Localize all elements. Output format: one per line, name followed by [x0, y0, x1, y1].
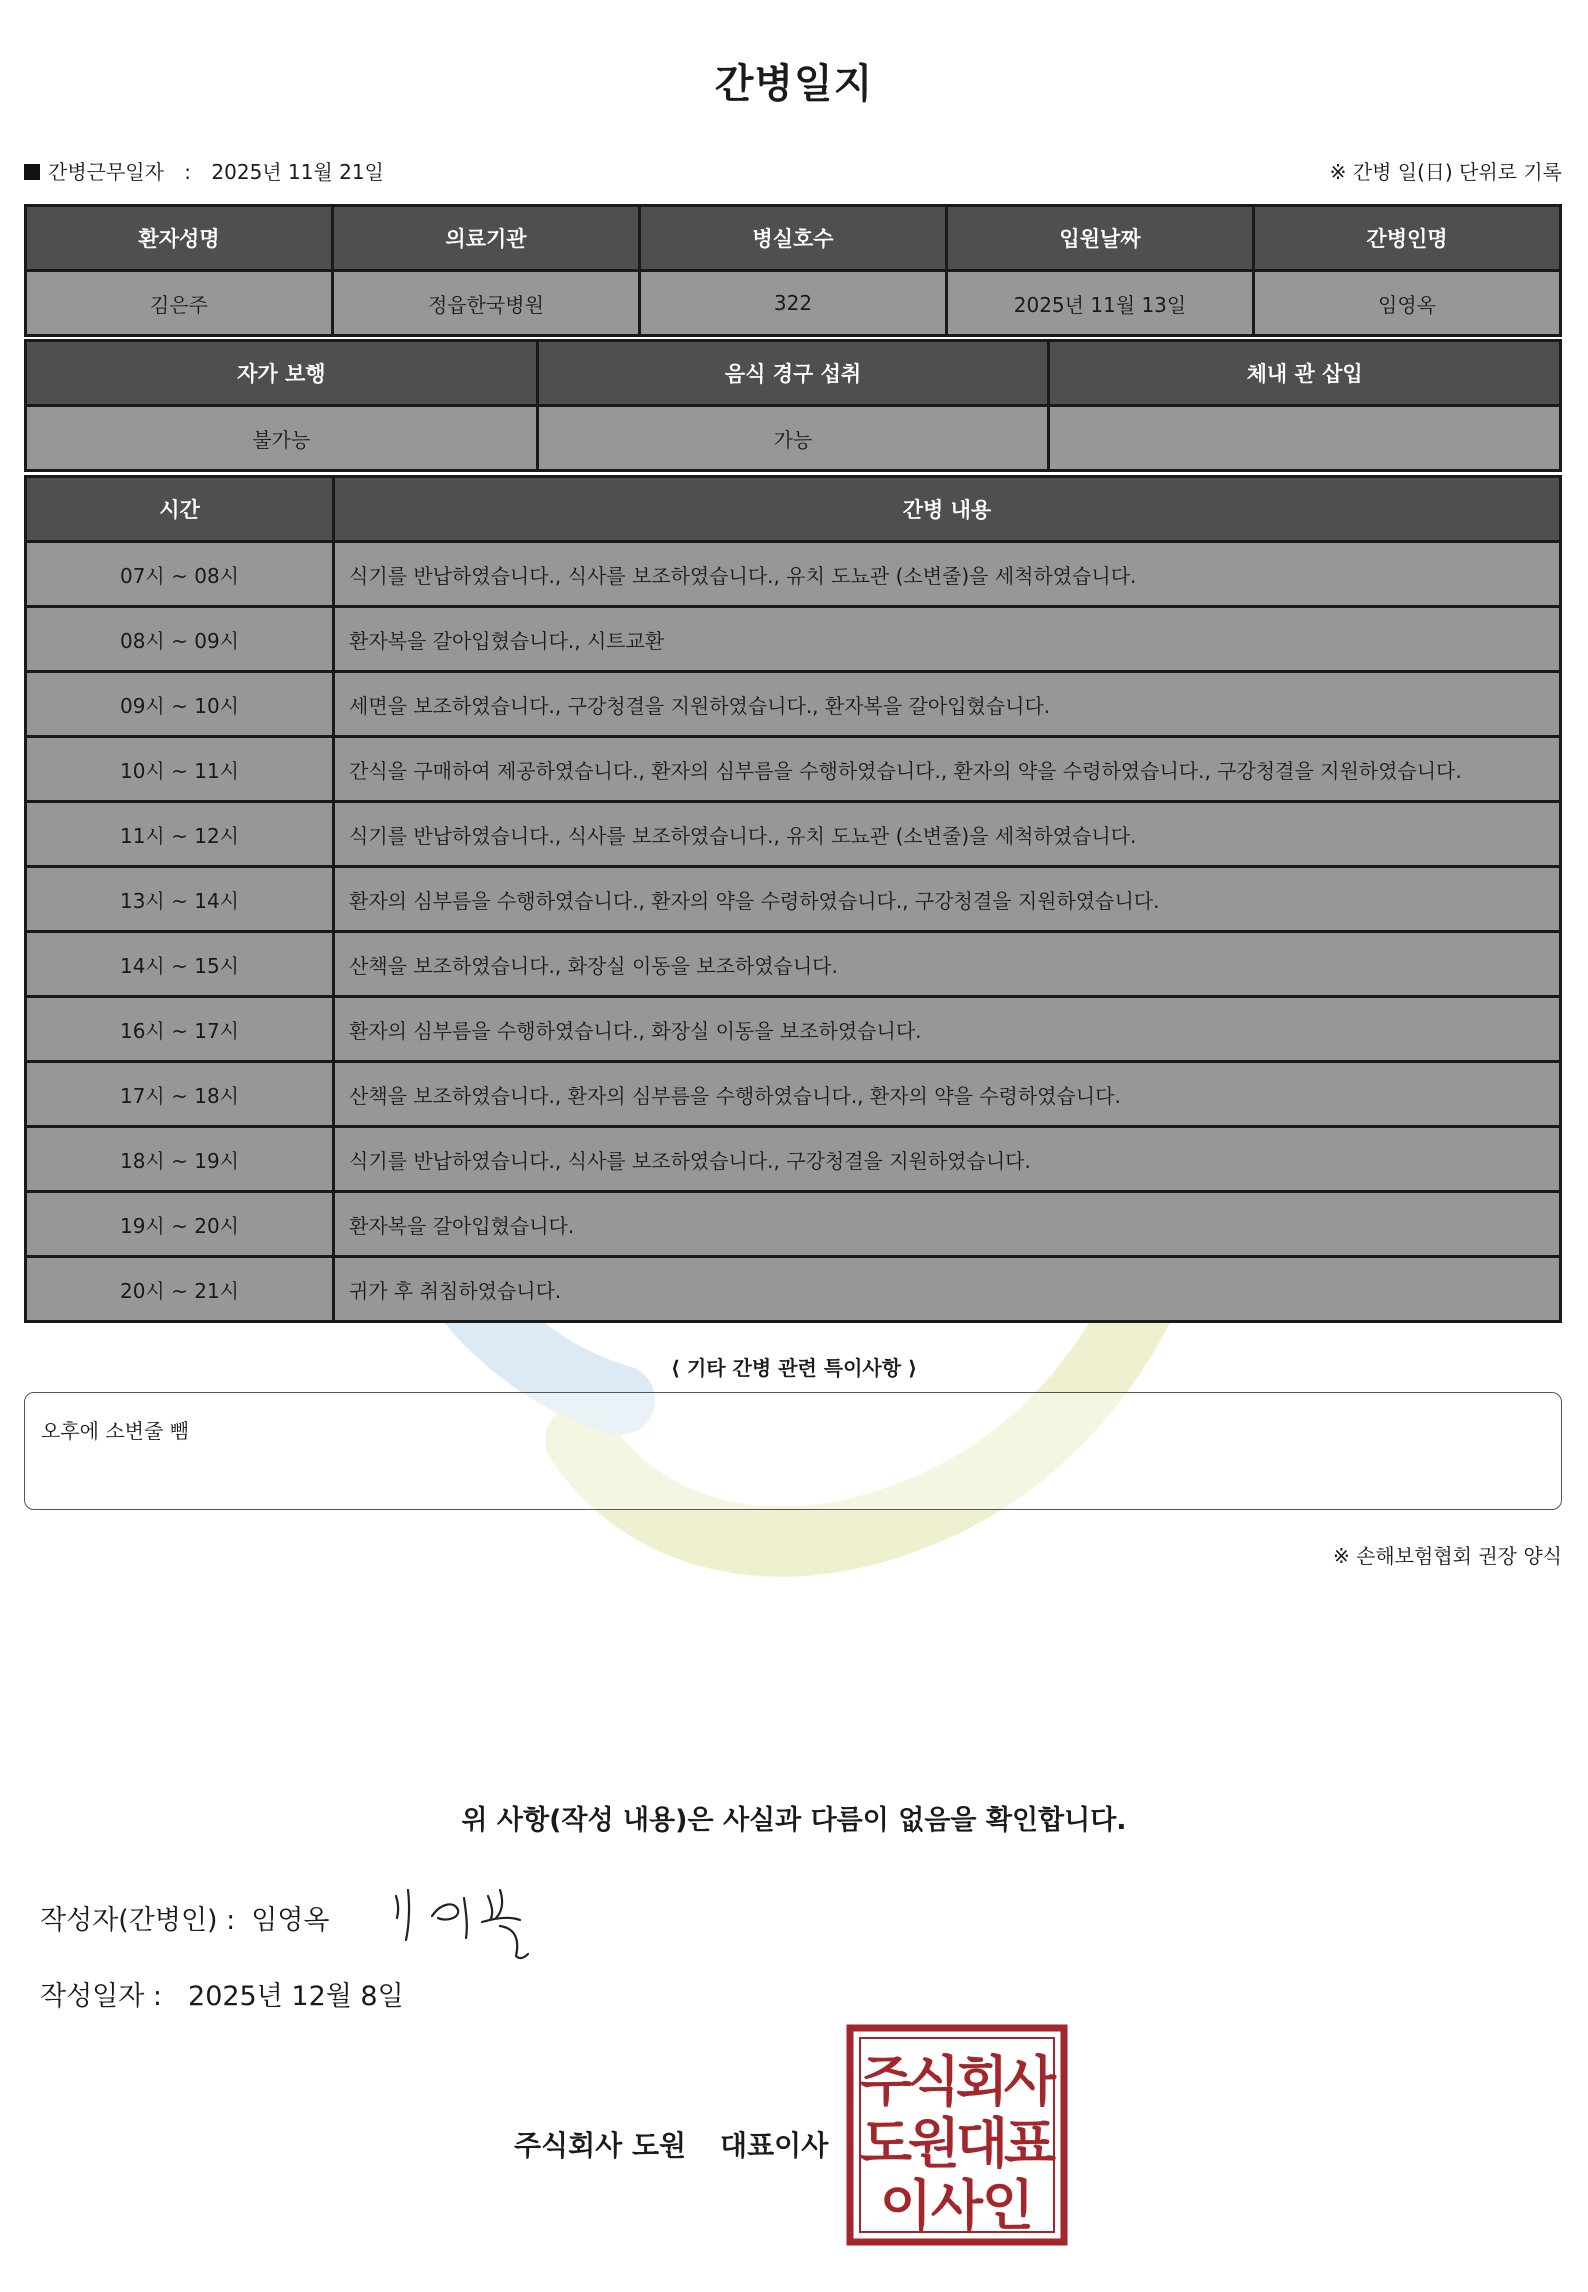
log-time: 19시 ~ 20시 — [27, 1193, 332, 1255]
log-time: 07시 ~ 08시 — [27, 543, 332, 605]
table-row — [27, 1128, 1559, 1190]
svg-text:도: 도 — [859, 2112, 913, 2175]
patient-status-table — [24, 339, 1562, 472]
log-content: 환자복을 갈아입혔습니다., 시트교환 — [335, 608, 1559, 670]
svg-text:사: 사 — [1003, 2050, 1057, 2113]
page-title: 간병일지 — [714, 61, 874, 107]
patient-info-table — [24, 204, 1562, 337]
room-number: 322 — [641, 272, 945, 334]
log-time: 11시 ~ 12시 — [27, 803, 332, 865]
writer-name: 임영옥 — [251, 1905, 330, 1936]
table-row — [27, 543, 1559, 605]
log-content: 환자의 심부름을 수행하였습니다., 화장실 이동을 보조하였습니다. — [335, 998, 1559, 1060]
log-content: 식기를 반납하였습니다., 식사를 보조하였습니다., 유치 도뇨관 (소변줄)을 세척하였습니다. — [335, 803, 1559, 865]
table-row — [27, 933, 1559, 995]
svg-text:주: 주 — [859, 2050, 913, 2113]
table-row — [27, 1063, 1559, 1125]
special-notes-text: 오후에 소변줄 뺌 — [41, 1419, 189, 1443]
company-line — [514, 2124, 828, 2164]
hospital-name: 정읍한국병원 — [334, 272, 638, 334]
caregiver-name: 임영옥 — [1255, 272, 1559, 334]
svg-text:식: 식 — [907, 2050, 961, 2113]
signature-image — [384, 1876, 544, 1966]
table-row — [27, 998, 1559, 1060]
log-content: 식기를 반납하였습니다., 식사를 보조하였습니다., 유치 도뇨관 (소변줄)을 세척하였습니다. — [335, 543, 1559, 605]
log-content: 환자의 심부름을 수행하였습니다., 환자의 약을 수령하였습니다., 구강청결을 지원하였습니다. — [335, 868, 1559, 930]
table-row — [27, 803, 1559, 865]
written-date-value: 2025년 12월 8일 — [188, 1981, 404, 2012]
oral-intake-value: 가능 — [539, 407, 1048, 469]
meta-row — [24, 156, 1562, 188]
header-hospital: 의료기관 — [334, 207, 638, 269]
written-date-line — [40, 1974, 404, 2013]
patient-name: 김은주 — [27, 272, 331, 334]
special-notes-box — [24, 1392, 1562, 1510]
log-time: 17시 ~ 18시 — [27, 1063, 332, 1125]
log-time: 18시 ~ 19시 — [27, 1128, 332, 1190]
table-row — [27, 1258, 1559, 1320]
log-content: 간식을 구매하여 제공하였습니다., 환자의 심부름을 수행하였습니다., 환자의 약을 수령하였습니다., 구강청결을 지원하였습니다. — [335, 738, 1559, 800]
log-content: 귀가 후 취침하였습니다. — [335, 1258, 1559, 1320]
company-seal-stamp — [846, 2024, 1068, 2246]
table-row — [27, 738, 1559, 800]
log-time: 09시 ~ 10시 — [27, 673, 332, 735]
work-date-label: 간병근무일자 — [48, 160, 164, 184]
header-time: 시간 — [27, 478, 332, 540]
header-admission-date: 입원날짜 — [948, 207, 1252, 269]
log-content: 세면을 보조하였습니다., 구강청결을 지원하였습니다., 환자복을 갈아입혔습니다. — [335, 673, 1559, 735]
svg-text:이: 이 — [879, 2174, 933, 2237]
square-bullet-icon — [24, 164, 40, 180]
log-content: 산책을 보조하였습니다., 환자의 심부름을 수행하였습니다., 환자의 약을 수령하였습니다. — [335, 1063, 1559, 1125]
tube-insertion-value — [1050, 407, 1559, 469]
table-row — [27, 673, 1559, 735]
work-date-separator: : — [184, 160, 192, 184]
header-oral-intake: 음식 경구 섭취 — [539, 342, 1048, 404]
confirmation-statement: 위 사항(작성 내용)은 사실과 다름이 없음을 확인합니다. — [461, 1805, 1127, 1836]
work-date-info — [24, 156, 384, 185]
written-date-label: 작성일자 : — [40, 1981, 163, 2012]
table-row — [27, 608, 1559, 670]
log-time: 13시 ~ 14시 — [27, 868, 332, 930]
header-self-walking: 자가 보행 — [27, 342, 536, 404]
log-time: 14시 ~ 15시 — [27, 933, 332, 995]
log-content: 산책을 보조하였습니다., 화장실 이동을 보조하였습니다. — [335, 933, 1559, 995]
svg-text:사: 사 — [930, 2174, 984, 2237]
header-patient-name: 환자성명 — [27, 207, 331, 269]
unit-note: ※ 간병 일(日) 단위로 기록 — [1329, 160, 1562, 184]
svg-text:표: 표 — [1003, 2112, 1057, 2175]
header-tube-insertion: 체내 관 삽입 — [1050, 342, 1559, 404]
self-walking-value: 불가능 — [27, 407, 536, 469]
header-room: 병실호수 — [641, 207, 945, 269]
form-note: ※ 손해보험협회 권장 양식 — [1332, 1544, 1562, 1568]
special-notes-title: ⟨ 기타 간병 관련 특이사항 ⟩ — [670, 1356, 918, 1380]
log-time: 16시 ~ 17시 — [27, 998, 332, 1060]
writer-line — [40, 1898, 330, 1937]
care-log-table — [24, 475, 1562, 1323]
log-content: 식기를 반납하였습니다., 식사를 보조하였습니다., 구강청결을 지원하였습니다. — [335, 1128, 1559, 1190]
table-row — [27, 1193, 1559, 1255]
svg-text:인: 인 — [981, 2174, 1035, 2237]
log-content: 환자복을 갈아입혔습니다. — [335, 1193, 1559, 1255]
svg-text:대: 대 — [955, 2112, 1009, 2175]
work-date-value: 2025년 11월 21일 — [211, 160, 384, 184]
svg-text:회: 회 — [955, 2050, 1009, 2113]
header-care-content: 간병 내용 — [335, 478, 1559, 540]
log-time: 10시 ~ 11시 — [27, 738, 332, 800]
admission-date: 2025년 11월 13일 — [948, 272, 1252, 334]
svg-text:원: 원 — [907, 2112, 961, 2175]
table-row — [27, 868, 1559, 930]
log-time: 20시 ~ 21시 — [27, 1258, 332, 1320]
header-caregiver: 간병인명 — [1255, 207, 1559, 269]
company-representative: 대표이사 — [720, 2129, 829, 2162]
log-time: 08시 ~ 09시 — [27, 608, 332, 670]
writer-label: 작성자(간병인) : — [40, 1905, 236, 1936]
company-name: 주식회사 도원 — [514, 2129, 687, 2162]
